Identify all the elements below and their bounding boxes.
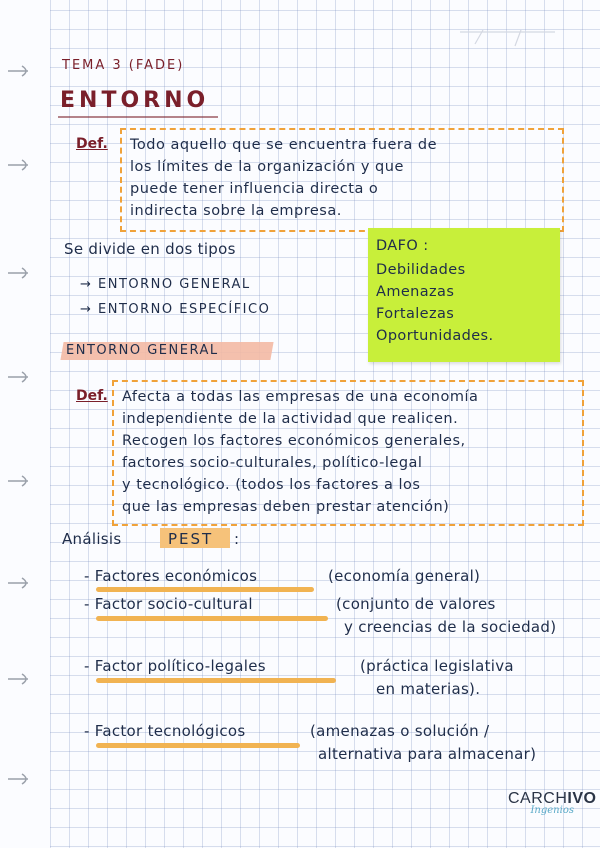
definition-line: Todo aquello que se encuentra fuera de <box>130 137 438 153</box>
type-item: → ENTORNO GENERAL <box>80 277 251 292</box>
logo-text-bold: IVO <box>567 790 597 807</box>
factor-desc: (economía general) <box>328 567 481 585</box>
sticky-line: Debilidades <box>376 262 466 278</box>
factor-underline <box>96 678 336 683</box>
binder-hole-icon <box>6 474 36 488</box>
sticky-line: Oportunidades. <box>376 328 494 344</box>
analysis-label: Análisis <box>62 530 122 548</box>
factor-name: - Factores económicos <box>84 567 258 585</box>
factor-desc: y creencias de la sociedad) <box>344 618 557 636</box>
definition-line: los límites de la organización y que <box>130 159 404 175</box>
factor-desc: en materias). <box>376 680 481 698</box>
binder-hole-icon <box>6 64 36 78</box>
page-margin <box>0 0 50 848</box>
definition-line: indirecta sobre la empresa. <box>130 203 342 219</box>
binder-hole-icon <box>6 266 36 280</box>
logo-text: CARCH <box>508 790 568 807</box>
tema-label: TEMA 3 (FADE) <box>62 58 185 73</box>
logo-subtext: Ingenios <box>530 805 574 816</box>
types-intro: Se divide en dos tipos <box>64 240 236 258</box>
sticky-line: Amenazas <box>376 284 455 300</box>
factor-name: - Factor político-legales <box>84 657 266 675</box>
binder-hole-icon <box>6 772 36 786</box>
binder-hole-icon <box>6 370 36 384</box>
factor-name: - Factor tecnológicos <box>84 722 246 740</box>
factor-name: - Factor socio-cultural <box>84 595 253 613</box>
factor-underline <box>96 587 314 592</box>
pest-label: PEST <box>168 530 214 548</box>
binder-hole-icon <box>6 672 36 686</box>
type-item: → ENTORNO ESPECÍFICO <box>80 302 271 317</box>
carchivo-logo <box>508 790 596 816</box>
binder-hole-icon <box>6 158 36 172</box>
definition-line: independiente de la actividad que realicen. <box>122 411 459 427</box>
definition-label: Def. <box>76 136 108 152</box>
definition-box <box>112 380 584 526</box>
pest-colon: : <box>234 530 240 548</box>
factor-desc: (amenazas o solución / <box>310 722 490 740</box>
definition-line: y tecnológico. (todos los factores a los <box>122 477 421 493</box>
factor-underline <box>96 743 300 748</box>
sticky-line: Fortalezas <box>376 306 455 322</box>
binder-hole-icon <box>6 576 36 590</box>
definition-line: Recogen los factores económicos generales, <box>122 433 466 449</box>
definition-line: factores socio-culturales, político-legal <box>122 455 423 471</box>
factor-desc: alternativa para almacenar) <box>318 745 537 763</box>
definition-box <box>120 128 564 232</box>
page-title: ENTORNO <box>60 88 210 113</box>
factor-desc: (práctica legislativa <box>360 657 514 675</box>
definition-label: Def. <box>76 388 108 404</box>
definition-line: Afecta a todas las empresas de una economía <box>122 389 479 405</box>
title-underline <box>58 116 218 118</box>
section-heading: ENTORNO GENERAL <box>66 343 219 358</box>
factor-underline <box>96 616 328 621</box>
definition-line: que las empresas deben prestar atención) <box>122 499 450 515</box>
sticky-note-dafo <box>368 228 560 362</box>
faint-stamp-marks <box>455 22 565 52</box>
sticky-title: DAFO : <box>376 238 429 254</box>
factor-desc: (conjunto de valores <box>336 595 496 613</box>
definition-line: puede tener influencia directa o <box>130 181 379 197</box>
